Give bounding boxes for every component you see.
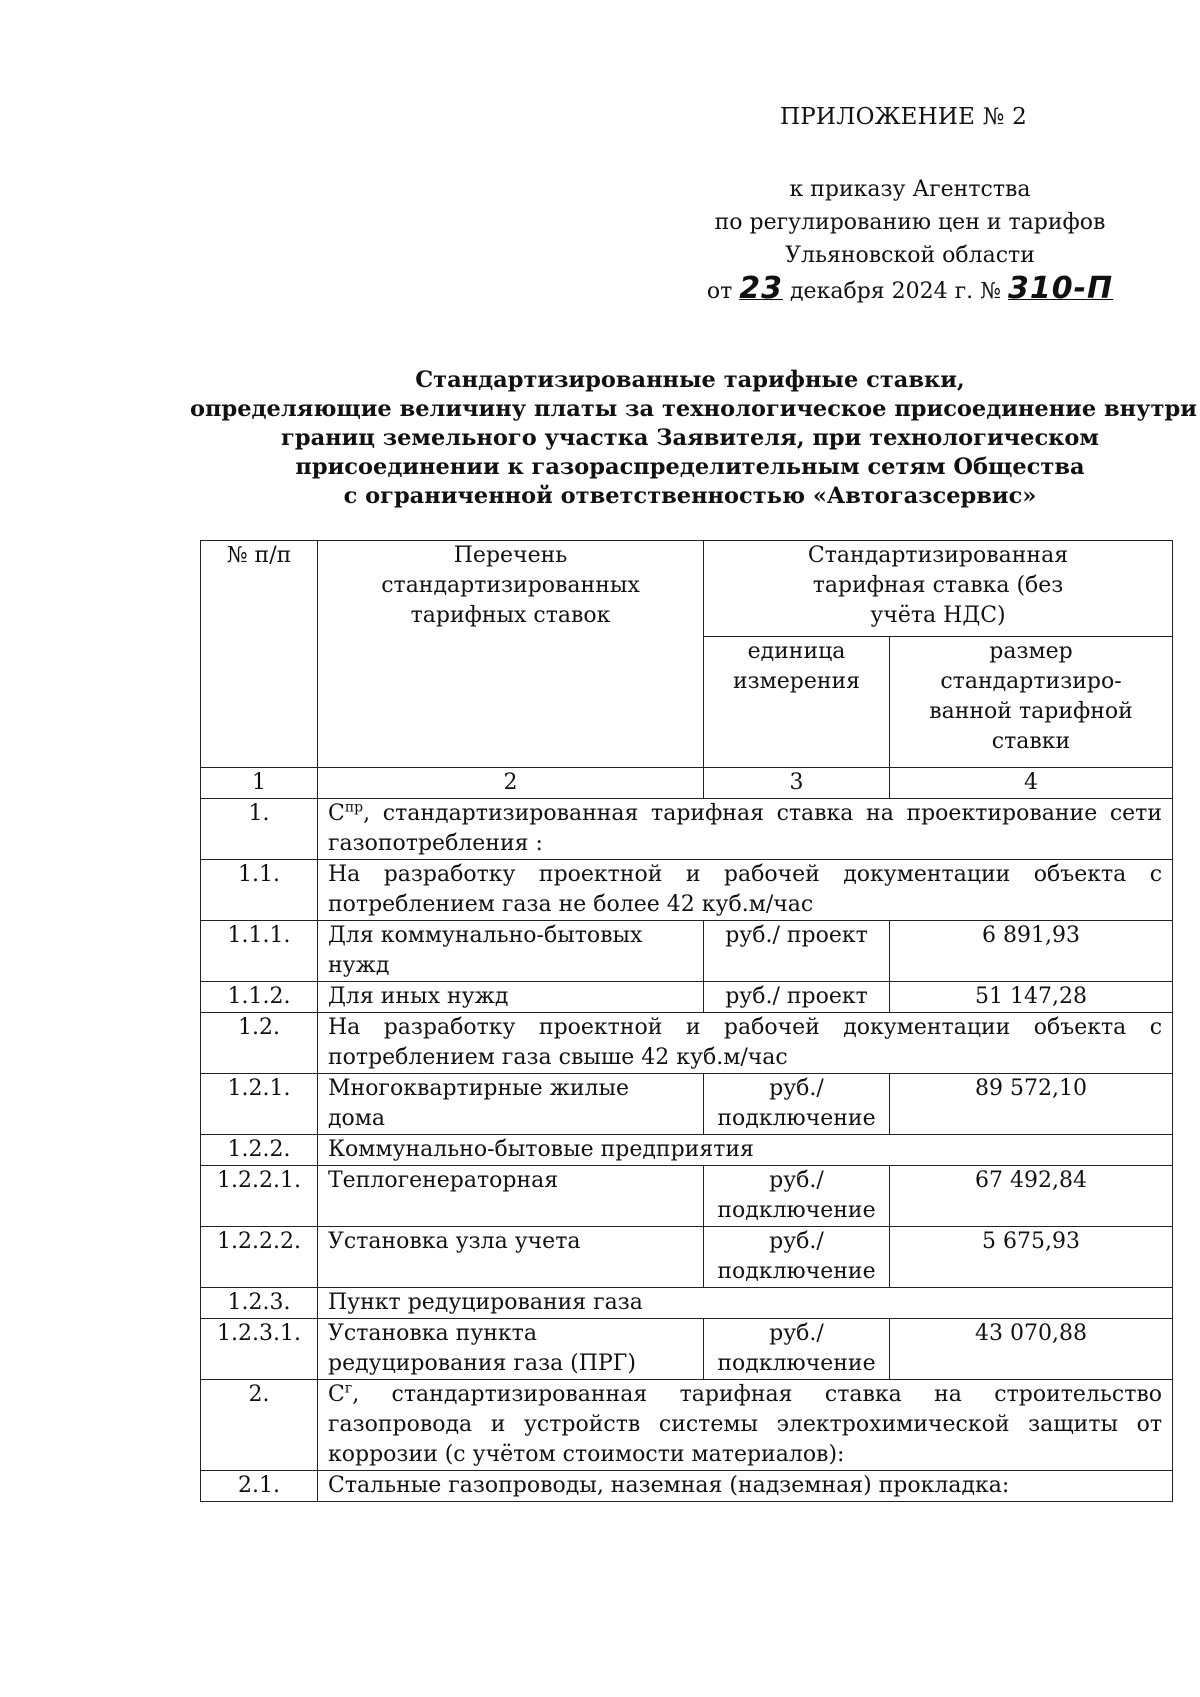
header-unit: единица измерения xyxy=(704,637,890,768)
date-prefix: от xyxy=(706,279,733,304)
row-number: 1.1.2. xyxy=(201,982,318,1013)
column-number: 1 xyxy=(201,768,318,799)
row-description xyxy=(318,860,1173,921)
row-number: 1.2.3.1. xyxy=(201,1319,318,1380)
row-value: 67 492,84 xyxy=(890,1166,1173,1227)
handwritten-day: 23 xyxy=(739,271,784,306)
row-unit: руб./ подключение xyxy=(704,1227,890,1288)
row-unit: руб./ подключение xyxy=(704,1319,890,1380)
row-number: 2. xyxy=(201,1380,318,1471)
row-number: 1.1.1. xyxy=(201,921,318,982)
rate-symbol: С xyxy=(328,801,345,826)
row-unit: руб./ проект xyxy=(704,921,890,982)
row-number: 1.2. xyxy=(201,1013,318,1074)
table-row xyxy=(201,1227,1173,1288)
column-number-row xyxy=(201,768,1173,799)
row-description xyxy=(318,1380,1173,1471)
row-value: 43 070,88 xyxy=(890,1319,1173,1380)
order-reference xyxy=(690,173,1130,308)
header-num: № п/п xyxy=(201,541,318,768)
row-text: Стальные газопроводы, наземная (надземная) прокладка: xyxy=(328,1473,1010,1498)
row-description: Многоквартирные жилые дома xyxy=(318,1074,704,1135)
appendix-title: ПРИЛОЖЕНИЕ № 2 xyxy=(780,104,1027,130)
row-number: 1.2.2. xyxy=(201,1135,318,1166)
row-text: Пункт редуцирования газа xyxy=(328,1290,643,1315)
table-row xyxy=(201,1166,1173,1227)
row-description xyxy=(318,799,1173,860)
table-row xyxy=(201,799,1173,860)
table-row xyxy=(201,1074,1173,1135)
date-rest: декабря 2024 г. № xyxy=(790,279,1001,304)
row-description xyxy=(318,1471,1173,1502)
order-ref-line2: по регулированию цен и тарифов xyxy=(714,210,1106,235)
row-description: Теплогенераторная xyxy=(318,1166,704,1227)
table-row xyxy=(201,1380,1173,1471)
row-number: 1.2.2.2. xyxy=(201,1227,318,1288)
row-description: Установка пункта редуцирования газа (ПРГ) xyxy=(318,1319,704,1380)
table-row xyxy=(201,921,1173,982)
order-ref-line1: к приказу Агентства xyxy=(789,177,1031,202)
row-text: , стандартизированная тарифная ставка на строительство газопровода и устройств системы электрохимической защиты от коррозии (с учётом стоимости материалов): xyxy=(328,1382,1163,1467)
table-row xyxy=(201,1471,1173,1502)
table-row xyxy=(201,982,1173,1013)
row-unit: руб./ подключение xyxy=(704,1074,890,1135)
row-text: , стандартизированная тарифная ставка на проектирование сети газопотребления : xyxy=(328,801,1163,856)
table-row xyxy=(201,1288,1173,1319)
row-number: 1.2.1. xyxy=(201,1074,318,1135)
row-unit: руб./ проект xyxy=(704,982,890,1013)
row-number: 1.1. xyxy=(201,860,318,921)
heading-line: с ограниченной ответственностью «Автогазсервис» xyxy=(343,483,1037,509)
table-row xyxy=(201,860,1173,921)
row-value: 6 891,93 xyxy=(890,921,1173,982)
row-unit: руб./ подключение xyxy=(704,1166,890,1227)
rate-symbol: С xyxy=(328,1382,345,1407)
row-number: 1. xyxy=(201,799,318,860)
heading-line: Стандартизированные тарифные ставки, xyxy=(415,367,965,393)
handwritten-order-number: 310-П xyxy=(1007,271,1114,306)
row-text: На разработку проектной и рабочей документации объекта с потреблением газа не более 42 куб.м/час xyxy=(328,862,1163,917)
row-text: На разработку проектной и рабочей документации объекта с потреблением газа свыше 42 куб.м/час xyxy=(328,1015,1163,1070)
heading-line: присоединении к газораспределительным сетям Общества xyxy=(295,454,1085,480)
order-ref-line3: Ульяновской области xyxy=(785,243,1035,268)
row-description: Для коммунально-бытовых нужд xyxy=(318,921,704,982)
order-date-line xyxy=(690,272,1130,308)
row-description xyxy=(318,1013,1173,1074)
heading-line: определяющие величину платы за технологическое присоединение внутри xyxy=(190,396,1197,422)
tariff-rates-table xyxy=(200,540,1173,1502)
document-heading xyxy=(190,366,1197,511)
header-rate: Стандартизированная тарифная ставка (без учёта НДС) xyxy=(704,541,1173,637)
row-number: 2.1. xyxy=(201,1471,318,1502)
table-header-row xyxy=(201,541,1173,637)
row-number: 1.2.2.1. xyxy=(201,1166,318,1227)
row-description xyxy=(318,1135,1173,1166)
rate-symbol-superscript: г xyxy=(344,1380,353,1397)
heading-line: границ земельного участка Заявителя, при технологическом xyxy=(281,425,1099,451)
header-size: размер стандартизиро-ванной тарифной ставки xyxy=(890,637,1173,768)
column-number: 2 xyxy=(318,768,704,799)
header-list: Перечень стандартизированных тарифных ставок xyxy=(318,541,704,768)
row-number: 1.2.3. xyxy=(201,1288,318,1319)
table-row xyxy=(201,1135,1173,1166)
row-description xyxy=(318,1288,1173,1319)
table-row xyxy=(201,1319,1173,1380)
row-value: 51 147,28 xyxy=(890,982,1173,1013)
row-value: 5 675,93 xyxy=(890,1227,1173,1288)
rate-symbol-superscript: пр xyxy=(344,799,364,816)
row-description: Для иных нужд xyxy=(318,982,704,1013)
column-number: 3 xyxy=(704,768,890,799)
row-value: 89 572,10 xyxy=(890,1074,1173,1135)
row-text: Коммунально-бытовые предприятия xyxy=(328,1137,754,1162)
table-row xyxy=(201,1013,1173,1074)
column-number: 4 xyxy=(890,768,1173,799)
row-description: Установка узла учета xyxy=(318,1227,704,1288)
